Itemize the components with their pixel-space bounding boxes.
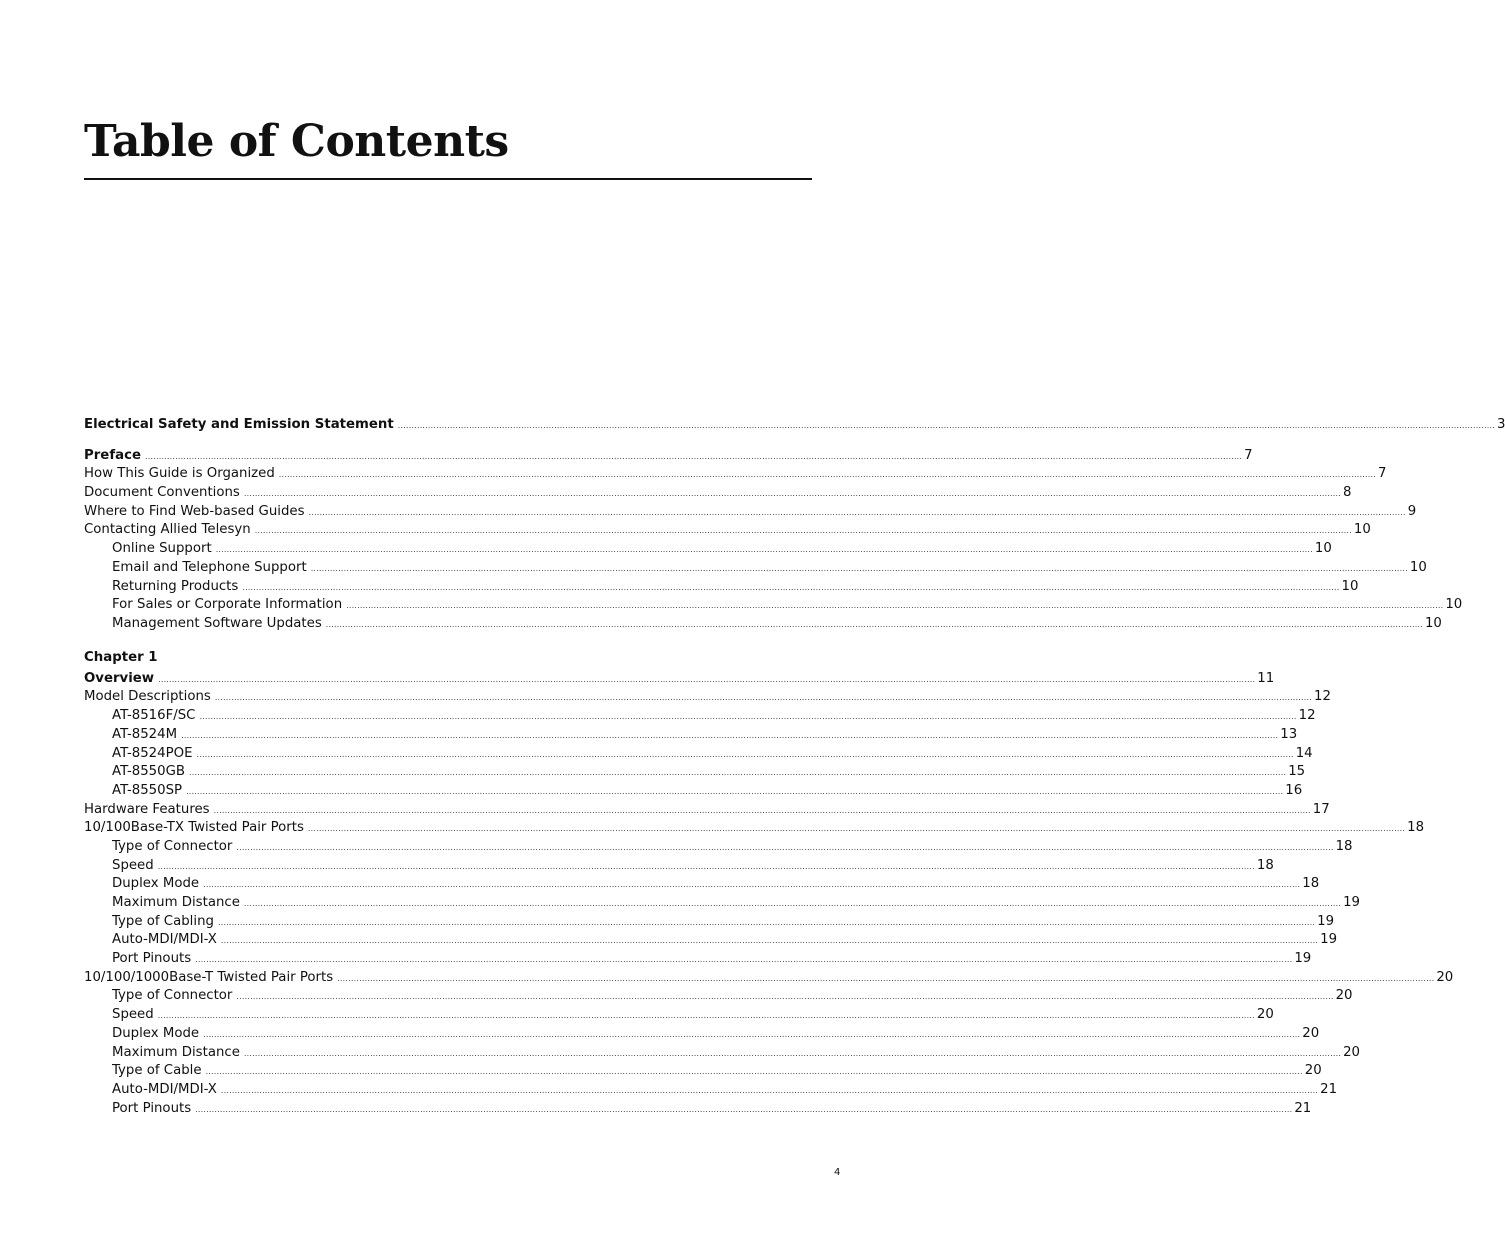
- dot-leader: ................................................................................................................................................................................................................................................................................................................................................................................................................: [397, 421, 1495, 430]
- dot-leader: ................................................................................................................................................................................................................................................................................................................................................................................................................: [243, 1048, 1342, 1058]
- dot-leader: ................................................................................................................................................................................................................................................................................................................................................................................................................: [254, 526, 1352, 536]
- page-title: Table of Contents: [84, 116, 509, 167]
- toc-entry[interactable]: [84, 819, 1425, 838]
- toc-entry[interactable]: [84, 801, 1330, 820]
- toc-entry-page: 7: [1377, 466, 1387, 482]
- toc-entry-label: AT-8524M: [112, 726, 178, 742]
- toc-entry[interactable]: [84, 987, 1353, 1006]
- title-divider: [84, 178, 812, 180]
- toc-entry-label: Type of Connector: [112, 838, 233, 854]
- toc-entry[interactable]: [84, 782, 1303, 801]
- toc-entry-label: AT-8516F/SC: [112, 708, 196, 724]
- table-of-contents: [84, 416, 1505, 1118]
- toc-entry[interactable]: [84, 670, 1275, 689]
- toc-entry-page: 12: [1314, 689, 1331, 705]
- dot-leader: ................................................................................................................................................................................................................................................................................................................................................................................................................: [220, 936, 1319, 946]
- toc-entry-page: 20: [1343, 1044, 1360, 1060]
- toc-entry[interactable]: [84, 745, 1313, 764]
- toc-entry-label: For Sales or Corporate Information: [112, 597, 343, 613]
- dot-leader: ................................................................................................................................................................................................................................................................................................................................................................................................................: [217, 917, 1316, 927]
- toc-entry-page: 10: [1409, 559, 1427, 575]
- dot-leader: ................................................................................................................................................................................................................................................................................................................................................................................................................: [243, 899, 1342, 908]
- toc-entry-label: Auto-MDI/MDI-X: [112, 932, 217, 948]
- toc-entry-page: 20: [1436, 969, 1454, 985]
- toc-entry[interactable]: [84, 416, 1505, 435]
- toc-entry-label: Type of Cabling: [112, 913, 214, 929]
- toc-entry-page: 19: [1320, 932, 1338, 948]
- toc-entry-label: AT-8550GB: [112, 764, 186, 780]
- dot-leader: ................................................................................................................................................................................................................................................................................................................................................................................................................: [308, 507, 1406, 517]
- toc-entry[interactable]: [84, 1062, 1322, 1081]
- dot-leader: ................................................................................................................................................................................................................................................................................................................................................................................................................: [325, 619, 1423, 629]
- toc-entry-label: Electrical Safety and Emission Statement: [84, 417, 394, 432]
- toc-entry[interactable]: [84, 707, 1316, 726]
- toc-entry-page: 10: [1424, 615, 1442, 631]
- toc-entry[interactable]: [84, 857, 1274, 876]
- section-gap: [84, 634, 841, 649]
- toc-entry-label: Speed: [112, 1007, 154, 1023]
- toc-entry-label: How This Guide is Organized: [84, 466, 275, 482]
- toc-entry[interactable]: [84, 894, 1360, 913]
- toc-entry-page: 19: [1317, 913, 1335, 929]
- dot-leader: ................................................................................................................................................................................................................................................................................................................................................................................................................: [337, 973, 1435, 983]
- toc-entry-label: Hardware Features: [84, 801, 210, 817]
- toc-entry-page: 21: [1320, 1081, 1338, 1097]
- toc-entry-page: 10: [1353, 522, 1371, 538]
- toc-entry-label: Overview: [84, 670, 155, 686]
- toc-entry-label: Duplex Mode: [112, 876, 200, 892]
- toc-entry-page: 12: [1298, 708, 1316, 724]
- toc-entry[interactable]: [84, 1006, 1274, 1025]
- toc-entry-page: 18: [1302, 876, 1320, 892]
- toc-entry-page: 20: [1335, 988, 1353, 1004]
- dot-leader: ................................................................................................................................................................................................................................................................................................................................................................................................................: [203, 880, 1301, 890]
- toc-entry-label: Maximum Distance: [112, 895, 240, 910]
- toc-entry-page: 3: [1496, 417, 1505, 432]
- toc-entry-page: 21: [1294, 1100, 1312, 1116]
- dot-leader: ................................................................................................................................................................................................................................................................................................................................................................................................................: [195, 1104, 1293, 1114]
- toc-entry-page: 14: [1295, 745, 1313, 761]
- toc-section-front: [84, 416, 1505, 435]
- dot-leader: ................................................................................................................................................................................................................................................................................................................................................................................................................: [205, 1067, 1303, 1077]
- toc-entry-page: 10: [1445, 597, 1463, 613]
- toc-entry-label: Management Software Updates: [112, 615, 322, 631]
- toc-entry[interactable]: [84, 596, 1463, 615]
- toc-entry[interactable]: [84, 615, 1442, 634]
- toc-entry-label: Returning Products: [112, 578, 239, 594]
- toc-entry-label: 10/100Base-TX Twisted Pair Ports: [84, 820, 304, 836]
- toc-entry-label: Document Conventions: [84, 485, 240, 501]
- toc-entry-label: Email and Telephone Support: [112, 559, 307, 575]
- toc-entry-page: 16: [1285, 782, 1303, 798]
- dot-leader: ................................................................................................................................................................................................................................................................................................................................................................................................................: [189, 768, 1287, 778]
- toc-entry[interactable]: [84, 931, 1338, 950]
- toc-entry-page: 20: [1302, 1025, 1320, 1041]
- toc-entry[interactable]: [84, 1081, 1338, 1100]
- toc-entry-label: Maximum Distance: [112, 1044, 240, 1060]
- toc-entry-page: 11: [1257, 670, 1275, 686]
- dot-leader: ................................................................................................................................................................................................................................................................................................................................................................................................................: [346, 601, 1444, 611]
- toc-entry-label: Port Pinouts: [112, 951, 192, 967]
- dot-leader: ................................................................................................................................................................................................................................................................................................................................................................................................................: [203, 1029, 1301, 1039]
- dot-leader: ................................................................................................................................................................................................................................................................................................................................................................................................................: [278, 470, 1376, 480]
- toc-entry[interactable]: [84, 465, 1387, 484]
- toc-entry[interactable]: [84, 969, 1454, 988]
- toc-entry-label: AT-8524POE: [112, 745, 193, 761]
- toc-entry-page: 19: [1343, 895, 1360, 910]
- toc-entry-label: Duplex Mode: [112, 1025, 200, 1041]
- toc-entry-label: AT-8550SP: [112, 782, 183, 798]
- dot-leader: ................................................................................................................................................................................................................................................................................................................................................................................................................: [214, 693, 1312, 703]
- toc-entry-label: Port Pinouts: [112, 1100, 192, 1116]
- dot-leader: ................................................................................................................................................................................................................................................................................................................................................................................................................: [157, 1011, 1255, 1021]
- toc-entry[interactable]: [84, 875, 1320, 894]
- toc-entry[interactable]: [84, 913, 1335, 932]
- toc-entry[interactable]: [84, 1025, 1320, 1044]
- toc-entry-label: Online Support: [112, 541, 212, 557]
- toc-entry[interactable]: [84, 578, 1359, 597]
- toc-entry-label: Model Descriptions: [84, 689, 211, 705]
- dot-leader: ................................................................................................................................................................................................................................................................................................................................................................................................................: [243, 489, 1342, 499]
- dot-leader: ................................................................................................................................................................................................................................................................................................................................................................................................................: [215, 545, 1313, 555]
- toc-entry[interactable]: [84, 521, 1371, 540]
- toc-entry-label: Contacting Allied Telesyn: [84, 522, 251, 538]
- toc-entry[interactable]: [84, 838, 1353, 857]
- toc-section-chapter1: [84, 670, 1454, 1119]
- toc-entry-page: 18: [1335, 838, 1353, 854]
- toc-entry[interactable]: [84, 688, 1331, 707]
- dot-leader: ................................................................................................................................................................................................................................................................................................................................................................................................................: [242, 582, 1340, 592]
- dot-leader: ................................................................................................................................................................................................................................................................................................................................................................................................................: [186, 786, 1284, 796]
- toc-entry[interactable]: [84, 763, 1306, 782]
- toc-entry-page: 19: [1294, 951, 1312, 967]
- dot-leader: ................................................................................................................................................................................................................................................................................................................................................................................................................: [144, 451, 1243, 461]
- toc-entry-label: 10/100/1000Base-T Twisted Pair Ports: [84, 969, 334, 985]
- toc-entry-label: Speed: [112, 857, 154, 873]
- toc-entry-page: 20: [1256, 1007, 1274, 1023]
- dot-leader: ................................................................................................................................................................................................................................................................................................................................................................................................................: [196, 749, 1294, 759]
- dot-leader: ................................................................................................................................................................................................................................................................................................................................................................................................................: [181, 730, 1279, 740]
- toc-entry-label: Auto-MDI/MDI-X: [112, 1081, 217, 1097]
- dot-leader: ................................................................................................................................................................................................................................................................................................................................................................................................................: [199, 712, 1297, 722]
- toc-entry[interactable]: [84, 503, 1417, 522]
- toc-entry-page: 20: [1304, 1063, 1322, 1079]
- toc-section-preface: [84, 447, 1463, 634]
- dot-leader: ................................................................................................................................................................................................................................................................................................................................................................................................................: [236, 992, 1334, 1002]
- dot-leader: ................................................................................................................................................................................................................................................................................................................................................................................................................: [195, 955, 1293, 965]
- dot-leader: ................................................................................................................................................................................................................................................................................................................................................................................................................: [220, 1085, 1319, 1095]
- toc-entry[interactable]: [84, 1044, 1360, 1063]
- toc-entry-page: 7: [1244, 447, 1253, 463]
- toc-entry-page: 18: [1256, 857, 1274, 873]
- toc-entry[interactable]: [84, 726, 1298, 745]
- toc-entry-page: 17: [1312, 801, 1330, 817]
- toc-entry-page: 10: [1341, 578, 1359, 594]
- dot-leader: ................................................................................................................................................................................................................................................................................................................................................................................................................: [213, 805, 1311, 815]
- dot-leader: ................................................................................................................................................................................................................................................................................................................................................................................................................: [158, 674, 1256, 684]
- dot-leader: ................................................................................................................................................................................................................................................................................................................................................................................................................: [236, 842, 1334, 852]
- toc-entry[interactable]: [84, 447, 1253, 466]
- toc-entry-page: 18: [1407, 820, 1425, 836]
- toc-entry-page: 15: [1288, 764, 1306, 780]
- section-gap: [84, 435, 841, 447]
- toc-entry[interactable]: [84, 1100, 1312, 1119]
- toc-entry-label: Type of Cable: [112, 1063, 202, 1079]
- toc-entry[interactable]: [84, 540, 1332, 559]
- dot-leader: ................................................................................................................................................................................................................................................................................................................................................................................................................: [310, 563, 1408, 573]
- toc-entry-page: 8: [1343, 485, 1352, 501]
- toc-entry[interactable]: [84, 484, 1352, 503]
- toc-entry-label: Where to Find Web-based Guides: [84, 503, 305, 519]
- toc-entry[interactable]: [84, 559, 1427, 578]
- page-number: 4: [834, 1167, 841, 1178]
- toc-entry-label: Preface: [84, 447, 141, 463]
- toc-entry-page: 10: [1314, 541, 1332, 557]
- dot-leader: ................................................................................................................................................................................................................................................................................................................................................................................................................: [157, 861, 1255, 871]
- dot-leader: ................................................................................................................................................................................................................................................................................................................................................................................................................: [307, 824, 1406, 834]
- toc-entry-label: Type of Connector: [112, 988, 233, 1004]
- chapter-heading: Chapter 1: [84, 649, 158, 665]
- toc-entry[interactable]: [84, 950, 1312, 969]
- toc-entry-page: 9: [1407, 503, 1417, 519]
- toc-entry-page: 13: [1280, 726, 1298, 742]
